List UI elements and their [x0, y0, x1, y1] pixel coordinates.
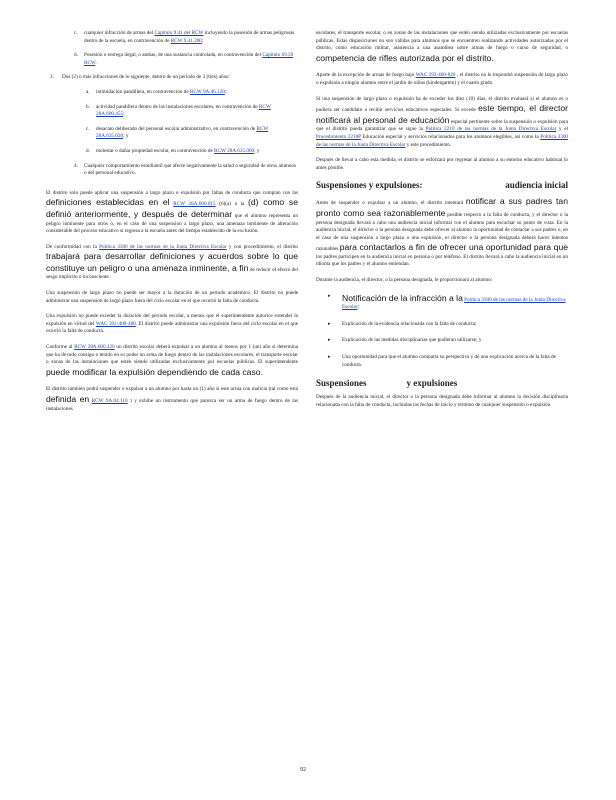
policy-link[interactable]: Política 3300 de las normas de la Junta Directiva Escolar — [342, 296, 566, 311]
text: . El distrito puede administrar una expulsión fuera del ciclo escolar en el que ocurrió la falta de conducta. — [46, 320, 298, 335]
law-link[interactable]: WAC 392-400-480 — [95, 320, 136, 327]
text: desacato deliberado del personal escolar administrativo, en contravención de — [96, 125, 256, 132]
bullet-item — [316, 293, 568, 312]
list-marker: b. — [86, 103, 90, 110]
text: Aparte de la excepción de armas de fuego bajo — [316, 72, 415, 79]
policy-link[interactable]: Política 3300 de las normas de la Junta Directiva Escolar — [316, 133, 569, 148]
law-link[interactable]: RCW 28A.600.455 — [96, 103, 271, 118]
law-link[interactable]: WAC 392-400-820 — [415, 72, 456, 79]
text: ; y — [123, 133, 129, 140]
list-marker: 4. — [74, 162, 78, 169]
policy-link[interactable]: Política 2210 de las normas de la Junta Directiva Escolar — [425, 126, 557, 133]
text: trabajará para desarrollar definiciones y acuerdos sobre lo que constituye un peligro o una amenaza inminente, a fin — [46, 251, 298, 273]
law-link[interactable]: RCW 9A.46.120 — [189, 88, 225, 95]
policy-link[interactable]: Política 3300 de las normas de la Junta Directiva Escolar — [99, 243, 227, 250]
text: notificar a sus padres tan pronto como sea razonablemente — [316, 196, 568, 218]
law-link[interactable]: RCW 9.41.280 — [170, 37, 202, 44]
paragraph: Después de llevar a cabo esta medida, el distrito se esforzará por regresar al alumno a su entorno educativo habitual lo antes posible. — [316, 157, 568, 171]
heading-part: y expulsiones — [406, 378, 458, 389]
paragraph: Durante la audiencia, el director, o la persona designada, le proporcionará al alumno: — [316, 277, 493, 284]
text: posible respecto a la falta de conducta, y el director o la persona designada llevará a cabo una audiencia inicial informal con el alumno para escuchar su punto de vista. En la audiencia inicial, el director o la persona designada debe ofrecer al alumno la oportunidad de contactar a sus padres o, en el caso de una suspensión a largo plazo o una expulsión, el director o la persona designada deberá hacer intentos razonables — [316, 211, 569, 253]
section-heading — [316, 180, 568, 190]
page-number: 92 — [300, 767, 306, 773]
text: . — [95, 59, 97, 66]
text: Explicación de las medidas disciplinarias que pudieran utilizarse; y — [342, 337, 482, 344]
text: ; — [123, 111, 125, 118]
text: molestar o dañar propiedad escolar, en contravención de — [96, 147, 213, 154]
text: (d) como se definió anteriormente, y después de determinar — [46, 197, 299, 219]
list-marker: d. — [74, 52, 78, 59]
list-item — [46, 163, 298, 178]
text: ; — [357, 304, 360, 311]
text: definiciones establecidas en el — [46, 197, 170, 208]
bullet-icon: ▸ — [328, 320, 331, 327]
text: ; — [201, 37, 204, 44]
bullet-item — [316, 354, 568, 369]
heading-part: Suspensiones y expulsiones: — [316, 180, 423, 191]
text: escolares, el transporte escolar, o en zonas de las instalaciones que estén siendo utilizadas exclusivamente por escuelas públicas. Estas disposiciones no son válidas para alumnos que se encuentren realizando actividades autorizadas por el distrito, como educación militar, asistencia a una asamblea sobre armas de fuego o curso de seguridad, o — [316, 30, 568, 52]
list-item — [46, 104, 298, 119]
paragraph — [46, 313, 298, 336]
text: Posesión o entrega ilegal, o ambas, de una sustancia controlada, en contravención del — [84, 52, 262, 59]
law-link[interactable]: RCW 28A.600.420 — [74, 344, 115, 351]
law-link[interactable]: Capítulo 9.41 del RCW — [154, 30, 204, 36]
list-item — [46, 148, 298, 156]
list-item — [46, 30, 298, 45]
paragraph — [46, 190, 298, 236]
bullet-icon: ▸ — [328, 354, 331, 361]
text: , el distrito no le impondrá suspensión de largo plazo o expulsión a ningún alumno entre el jardín de niños (kindergarten) y el cuarto grado. — [316, 72, 569, 86]
text: un distrito escolar deberá expulsar a un alumno al menos por 1 (un) año si determina que ha llevado consigo o tenido en su poder un arma de fuego dentro de las instalaciones escolares, el transporte escolar o zonas de las instalaciones que estén siendo utilizadas exclusivamente por escuelas públicas. El superintendente — [46, 344, 299, 366]
text: ; — [224, 88, 227, 95]
text: intimidación pandillera, en contravención de — [96, 88, 189, 95]
procedure-link[interactable]: Procedimiento 2210P — [316, 133, 361, 140]
list-marker: d. — [86, 147, 90, 154]
text: ; y — [254, 147, 260, 154]
text: Notificación de la infracción a la — [342, 292, 463, 303]
paragraph — [316, 30, 568, 64]
text: El distrito solo puede aplicar una suspensión a largo plazo o expulsión por faltas de conducta que cumplan con las — [46, 189, 298, 196]
text: Una oportunidad para que el alumno comparta su perspectiva y dé una explicación acerca de la falta de conducta. — [342, 354, 556, 368]
text: y con procedimiento, el distrito — [228, 243, 298, 250]
text: Cualquier comportamiento estudiantil que afecte negativamente la salud o seguridad de otros alumnos o del personal educativo. — [84, 162, 297, 177]
law-link[interactable]: RCW 28A.635.020 — [96, 125, 269, 140]
paragraph — [46, 386, 298, 413]
text: De conformidad con la — [46, 243, 97, 250]
bullet-item — [316, 337, 568, 345]
text: puede modificar la expulsión dependiendo de cada caso. — [46, 366, 263, 377]
text: Si una suspensión de largo plazo o expulsión ha de exceder los diez (10) días, el distrito evaluará si el alumno es o pudiera ser candidato a recibir servicios educativos especiales. Si excede — [316, 95, 568, 114]
list-marker: c. — [86, 125, 90, 132]
text: competencia de rifles autorizada por el distrito. — [316, 52, 494, 63]
left-column — [46, 30, 298, 421]
text: (6)(a) a la — [219, 201, 245, 208]
law-link[interactable]: Capítulo 69.50 RCW — [84, 52, 294, 66]
paragraph — [316, 72, 568, 87]
bullet-icon: ▸ — [328, 292, 331, 299]
law-link[interactable]: RCW 28A.600.015 — [173, 201, 216, 208]
text: Antes de suspender o expulsar a un alumno, el distrito intentará — [316, 200, 464, 207]
bullet-item — [316, 321, 568, 329]
heading-part: Suspensiones — [316, 378, 367, 389]
paragraph — [316, 96, 568, 150]
section-heading — [316, 378, 568, 388]
text: los padres participen en la audiencia inicial en persona o por teléfono. El distrito llevará a cabo la audiencia inicial en un idioma que los padres y el alumno entiendan. — [316, 253, 568, 268]
text: Conforme al — [46, 344, 73, 351]
text: cualquier infracción de armas del — [84, 30, 154, 36]
text: El distrito también podrá suspender o expulsar a un alumno por hasta un (1) año si este actúa con malicia (tal como está — [46, 386, 298, 393]
list-marker: 3. — [50, 74, 54, 81]
paragraph: Una suspensión de largo plazo no puede ser mayor a la duración de un período académico. El distrito no puede administrar una suspensión de largo plazo fuera del ciclo escolar en el que ocurrió la falta de conducta. — [46, 290, 298, 304]
paragraph — [46, 344, 298, 378]
text: incluyendo la posesión de armas peligrosas dentro de la escuela, en contravención de — [84, 30, 295, 44]
bullet-icon: ▸ — [328, 337, 331, 344]
text: para contactarlos a fin de ofrecer una oportunidad para que — [339, 242, 568, 253]
text: ) y exhibe un instrumento que parezca ser un arma de fuego dentro de las instalaciones — [46, 398, 298, 412]
heading-part: audiencia inicial — [505, 180, 568, 191]
right-column — [316, 30, 568, 417]
text: Educación especial y servicios relacionados para los alumnos elegibles, así como la — [362, 133, 539, 140]
text: especial pertinente sobre la suspensión o expulsión para que el distrito pueda garantizar que se sigue la — [316, 118, 568, 133]
paragraph: Después de la audiencia inicial, el director o la persona designada debe informar al alumno la decisión disciplinaria relacionada con la falta de conducta, incluidas las fechas de inicio y término de cualquier suspensión o expulsión. — [316, 394, 568, 408]
paragraph — [46, 244, 298, 282]
law-link[interactable]: RCW 9A.04.110 — [91, 398, 128, 404]
list-item — [46, 74, 298, 82]
text: Dos (2) o más infracciones de lo siguiente, dentro de un período de 3 (tres) años: — [62, 74, 230, 81]
law-link[interactable]: RCW 28A.635.060 — [214, 147, 255, 154]
text: y el — [559, 126, 569, 133]
list-marker: a. — [86, 88, 90, 95]
text: este tiempo, el director notificará al personal de educación — [316, 103, 569, 125]
text: definida en — [46, 394, 90, 404]
text: Explicación de la evidencia relacionada con la falta de conducta; — [342, 320, 477, 327]
text: Una expulsión no puede exceder la duración del período escolar, a menos que el superintendente autorice extender la expulsión en virtud del — [46, 313, 298, 327]
text: que el alumno representa un peligro inminente para otros o, en el caso de una suspensión a largo plazo, una amenaza inminente de alteración considerable del proceso educativo si regresa a la escuela antes del tiempo establecido de la exclusión. — [46, 212, 298, 235]
list-item — [46, 89, 298, 97]
list-marker: c. — [74, 30, 78, 36]
text: y este procedimiento. — [406, 141, 452, 148]
text: de reducir el efecto del sesgo implícito o inconsciente. — [46, 266, 298, 281]
paragraph — [316, 196, 568, 269]
text: actividad pandillera dentro de las instalaciones escolares, en contravención de — [96, 103, 258, 110]
list-item — [46, 52, 298, 67]
list-item — [46, 126, 298, 141]
